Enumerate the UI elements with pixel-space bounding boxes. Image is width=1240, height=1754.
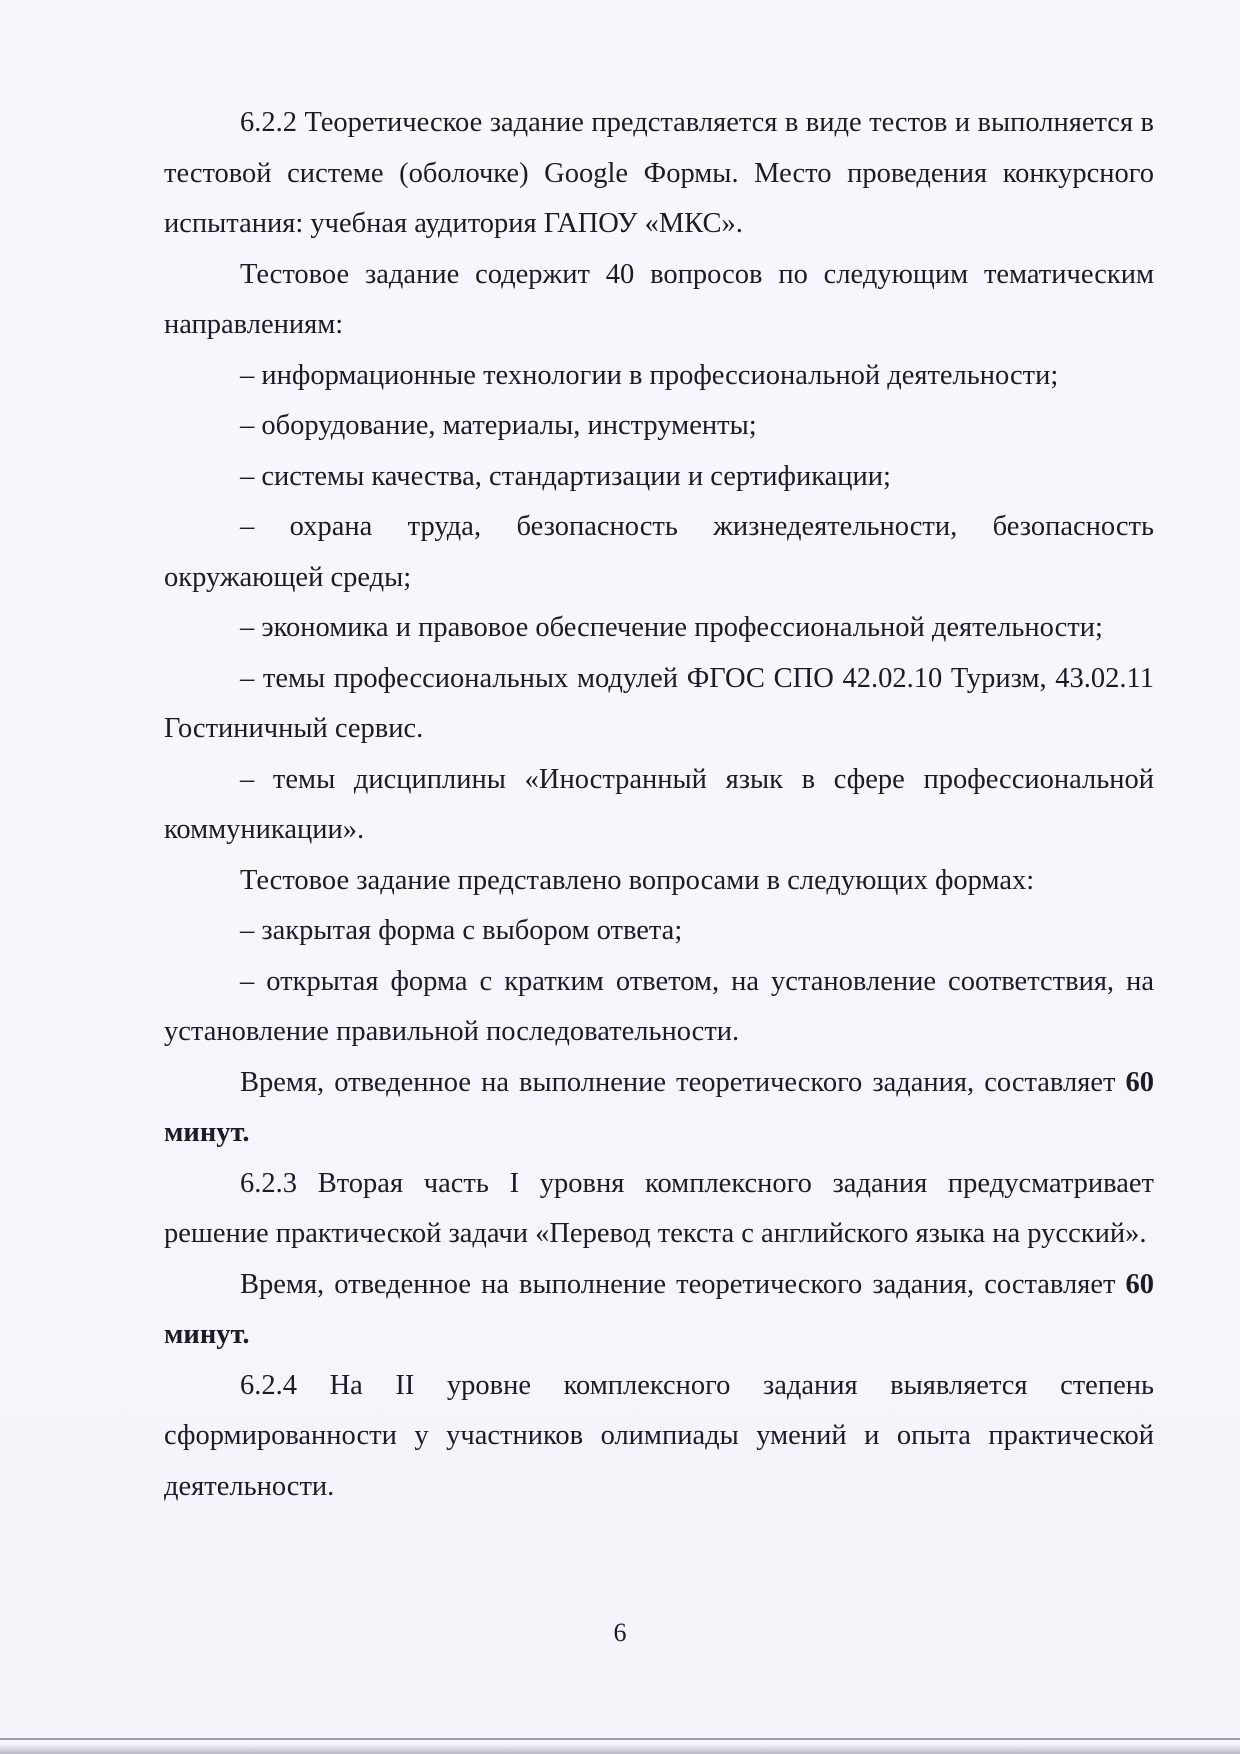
time-text: Время, отведенное на выполнение теоретического задания, составляет: [240, 1066, 1116, 1098]
paragraph-test-topics-intro: Тестовое задание содержит 40 вопросов по следующим тематическим направлениям:: [164, 258, 1154, 340]
time-text: Время, отведенное на выполнение теоретического задания, составляет: [240, 1268, 1116, 1300]
page-number: 6: [613, 1618, 627, 1647]
paragraph-6-2-4: 6.2.4 На II уровне комплексного задания выявляется степень сформированности у участников олимпиады умений и опыта практической деятельности.: [164, 1369, 1154, 1502]
paragraph-time-theory: [164, 1058, 1154, 1159]
time-value: 60 минут.: [164, 1066, 1154, 1148]
list-item-language: – темы дисциплины «Иностранный язык в сфере профессиональной коммуникации».: [164, 763, 1154, 845]
list-item-safety: – охрана труда, безопасность жизнедеятельности, безопасность окружающей среды;: [164, 511, 1154, 593]
paragraph-6-2-2: 6.2.2 Теоретическое задание представляется в виде тестов и выполняется в тестовой системе (оболочке) Google Формы. Место проведения конкурсного испытания: учебная аудитория ГАПОУ «МКС».: [164, 107, 1154, 239]
paragraph-question-forms-intro: Тестовое задание представлено вопросами в следующих формах:: [240, 864, 1035, 896]
list-item-quality: – системы качества, стандартизации и сертификации;: [240, 460, 891, 492]
list-item-modules: – темы профессиональных модулей ФГОС СПО 42.02.10 Туризм, 43.02.11 Гостиничный сервис.: [164, 662, 1154, 744]
scan-edge-line: [0, 1738, 1240, 1740]
list-item-it: – информационные технологии в профессиональной деятельности;: [240, 359, 1059, 391]
paragraph-time-translation: [164, 1260, 1154, 1361]
document-body: [164, 98, 1154, 1512]
list-item-open-form: – открытая форма с кратким ответом, на установление соответствия, на установление правильной последовательности.: [164, 965, 1154, 1047]
list-item-closed-form: – закрытая форма с выбором ответа;: [240, 915, 683, 946]
time-value: 60 минут.: [164, 1268, 1154, 1350]
list-item-economics: – экономика и правовое обеспечение профессиональной деятельности;: [240, 612, 1103, 643]
list-item-equipment: – оборудование, материалы, инструменты;: [240, 410, 757, 441]
scan-edge-shadow: [0, 1744, 1240, 1754]
paragraph-6-2-3: 6.2.3 Вторая часть I уровня комплексного задания предусматривает решение практической задачи «Перевод текста с английского языка на русский».: [164, 1167, 1154, 1249]
